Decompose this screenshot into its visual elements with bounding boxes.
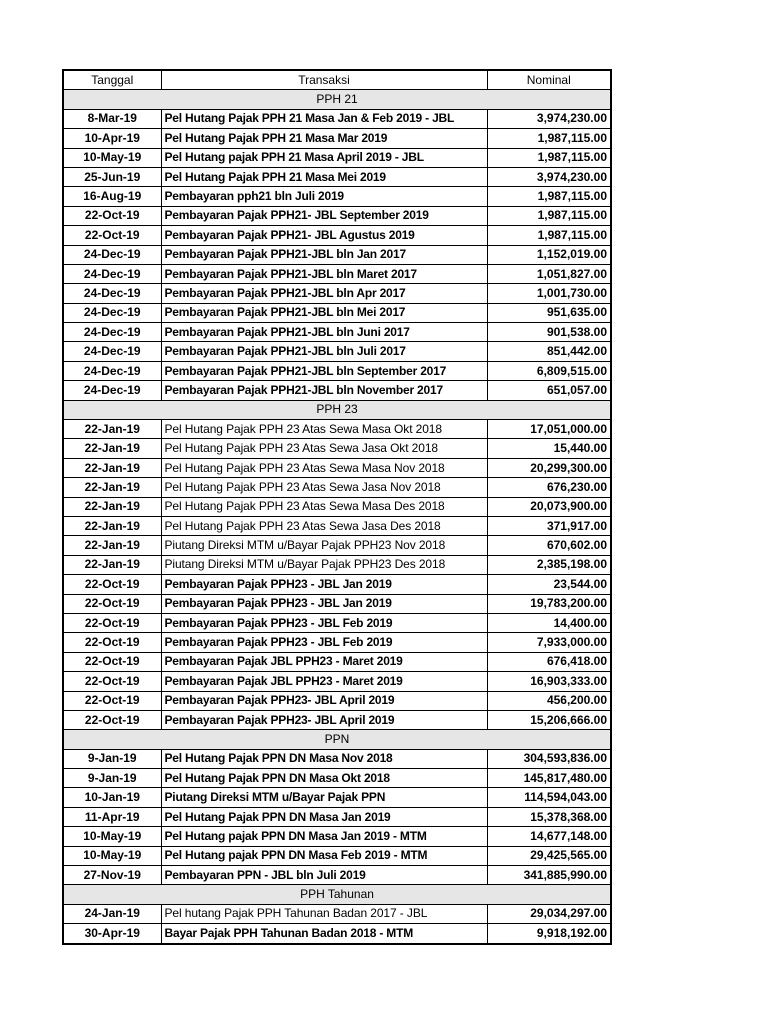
date-cell: 22-Jan-19 bbox=[63, 555, 161, 574]
amount-cell: 951,635.00 bbox=[487, 303, 611, 322]
date-cell: 22-Jan-19 bbox=[63, 516, 161, 535]
date-cell: 10-May-19 bbox=[63, 148, 161, 167]
amount-cell: 19,783,200.00 bbox=[487, 594, 611, 613]
date-cell: 22-Oct-19 bbox=[63, 633, 161, 652]
amount-cell: 29,425,565.00 bbox=[487, 846, 611, 865]
transaction-cell: Pel Hutang pajak PPN DN Masa Jan 2019 - MTM bbox=[161, 827, 487, 846]
date-cell: 22-Jan-19 bbox=[63, 497, 161, 516]
table-row bbox=[63, 109, 611, 128]
section-row bbox=[63, 885, 611, 904]
table-row bbox=[63, 381, 611, 400]
table-body bbox=[63, 90, 611, 944]
date-cell: 24-Dec-19 bbox=[63, 284, 161, 303]
date-cell: 22-Jan-19 bbox=[63, 420, 161, 439]
amount-cell: 1,987,115.00 bbox=[487, 187, 611, 206]
transaction-cell: Pel Hutang Pajak PPH 23 Atas Sewa Masa Okt 2018 bbox=[161, 420, 487, 439]
date-cell: 22-Jan-19 bbox=[63, 458, 161, 477]
table-row bbox=[63, 129, 611, 148]
amount-cell: 1,987,115.00 bbox=[487, 129, 611, 148]
date-cell: 24-Dec-19 bbox=[63, 342, 161, 361]
table-row bbox=[63, 904, 611, 923]
amount-cell: 304,593,836.00 bbox=[487, 749, 611, 768]
date-cell: 22-Jan-19 bbox=[63, 536, 161, 555]
amount-cell: 17,051,000.00 bbox=[487, 420, 611, 439]
transaction-cell: Pembayaran Pajak PPH21-JBL bln Mei 2017 bbox=[161, 303, 487, 322]
amount-cell: 114,594,043.00 bbox=[487, 788, 611, 807]
table-row bbox=[63, 148, 611, 167]
section-row bbox=[63, 730, 611, 749]
amount-cell: 1,051,827.00 bbox=[487, 264, 611, 283]
transaction-cell: Pel Hutang Pajak PPH 23 Atas Sewa Masa Nov 2018 bbox=[161, 458, 487, 477]
date-cell: 30-Apr-19 bbox=[63, 924, 161, 944]
transaction-cell: Pembayaran Pajak PPH21-JBL bln Jan 2017 bbox=[161, 245, 487, 264]
table-row bbox=[63, 633, 611, 652]
transaction-cell: Pel Hutang Pajak PPH 23 Atas Sewa Jasa Nov 2018 bbox=[161, 478, 487, 497]
transaction-cell: Pel Hutang Pajak PPN DN Masa Okt 2018 bbox=[161, 769, 487, 788]
date-cell: 22-Jan-19 bbox=[63, 478, 161, 497]
table-row bbox=[63, 555, 611, 574]
date-cell: 24-Dec-19 bbox=[63, 264, 161, 283]
transaction-cell: Pel Hutang Pajak PPH 21 Masa Mei 2019 bbox=[161, 167, 487, 186]
date-cell: 25-Jun-19 bbox=[63, 167, 161, 186]
table-row bbox=[63, 478, 611, 497]
date-cell: 9-Jan-19 bbox=[63, 769, 161, 788]
amount-cell: 23,544.00 bbox=[487, 575, 611, 594]
transaction-cell: Pembayaran Pajak PPH21- JBL September 2019 bbox=[161, 206, 487, 225]
table-row bbox=[63, 458, 611, 477]
amount-cell: 145,817,480.00 bbox=[487, 769, 611, 788]
date-cell: 8-Mar-19 bbox=[63, 109, 161, 128]
date-cell: 22-Oct-19 bbox=[63, 613, 161, 632]
transaction-cell: Pembayaran Pajak JBL PPH23 - Maret 2019 bbox=[161, 652, 487, 671]
section-title: PPH 23 bbox=[63, 400, 611, 419]
table-row bbox=[63, 439, 611, 458]
amount-cell: 15,206,666.00 bbox=[487, 710, 611, 729]
amount-cell: 456,200.00 bbox=[487, 691, 611, 710]
date-cell: 22-Oct-19 bbox=[63, 691, 161, 710]
amount-cell: 371,917.00 bbox=[487, 516, 611, 535]
amount-cell: 15,378,368.00 bbox=[487, 807, 611, 826]
amount-cell: 851,442.00 bbox=[487, 342, 611, 361]
date-cell: 10-May-19 bbox=[63, 846, 161, 865]
table-row bbox=[63, 710, 611, 729]
transaction-cell: Pembayaran Pajak PPH23- JBL April 2019 bbox=[161, 691, 487, 710]
table-row bbox=[63, 769, 611, 788]
date-cell: 24-Dec-19 bbox=[63, 245, 161, 264]
transaction-cell: Piutang Direksi MTM u/Bayar Pajak PPH23 Des 2018 bbox=[161, 555, 487, 574]
amount-cell: 651,057.00 bbox=[487, 381, 611, 400]
transaction-cell: Pel Hutang pajak PPN DN Masa Feb 2019 - MTM bbox=[161, 846, 487, 865]
date-cell: 24-Dec-19 bbox=[63, 323, 161, 342]
amount-cell: 16,903,333.00 bbox=[487, 672, 611, 691]
header-amount: Nominal bbox=[487, 70, 611, 90]
amount-cell: 341,885,990.00 bbox=[487, 866, 611, 885]
amount-cell: 9,918,192.00 bbox=[487, 924, 611, 944]
amount-cell: 2,385,198.00 bbox=[487, 555, 611, 574]
amount-cell: 7,933,000.00 bbox=[487, 633, 611, 652]
amount-cell: 1,152,019.00 bbox=[487, 245, 611, 264]
amount-cell: 14,400.00 bbox=[487, 613, 611, 632]
amount-cell: 1,001,730.00 bbox=[487, 284, 611, 303]
date-cell: 22-Oct-19 bbox=[63, 206, 161, 225]
table-row bbox=[63, 652, 611, 671]
transaction-cell: Pembayaran Pajak PPH23- JBL April 2019 bbox=[161, 710, 487, 729]
table-row bbox=[63, 264, 611, 283]
transaction-cell: Pembayaran PPN - JBL bln Juli 2019 bbox=[161, 866, 487, 885]
date-cell: 22-Jan-19 bbox=[63, 439, 161, 458]
amount-cell: 14,677,148.00 bbox=[487, 827, 611, 846]
amount-cell: 20,299,300.00 bbox=[487, 458, 611, 477]
table-row bbox=[63, 613, 611, 632]
transaction-cell: Bayar Pajak PPH Tahunan Badan 2018 - MTM bbox=[161, 924, 487, 944]
transaction-cell: Pel Hutang Pajak PPH 23 Atas Sewa Jasa Okt 2018 bbox=[161, 439, 487, 458]
transaction-cell: Pembayaran Pajak PPH21-JBL bln September 2017 bbox=[161, 361, 487, 380]
date-cell: 22-Oct-19 bbox=[63, 575, 161, 594]
transaction-cell: Pembayaran Pajak PPH23 - JBL Jan 2019 bbox=[161, 575, 487, 594]
transaction-cell: Pel Hutang Pajak PPH 21 Masa Jan & Feb 2019 - JBL bbox=[161, 109, 487, 128]
amount-cell: 29,034,297.00 bbox=[487, 904, 611, 923]
section-title: PPN bbox=[63, 730, 611, 749]
amount-cell: 1,987,115.00 bbox=[487, 148, 611, 167]
amount-cell: 1,987,115.00 bbox=[487, 206, 611, 225]
date-cell: 9-Jan-19 bbox=[63, 749, 161, 768]
transaction-cell: Pembayaran Pajak PPH21-JBL bln Apr 2017 bbox=[161, 284, 487, 303]
transaction-cell: Pembayaran Pajak JBL PPH23 - Maret 2019 bbox=[161, 672, 487, 691]
date-cell: 24-Dec-19 bbox=[63, 303, 161, 322]
date-cell: 10-May-19 bbox=[63, 827, 161, 846]
table-row bbox=[63, 788, 611, 807]
header-date: Tanggal bbox=[63, 70, 161, 90]
date-cell: 24-Jan-19 bbox=[63, 904, 161, 923]
table-row bbox=[63, 226, 611, 245]
date-cell: 10-Apr-19 bbox=[63, 129, 161, 148]
table-row bbox=[63, 516, 611, 535]
transaction-cell: Pembayaran Pajak PPH23 - JBL Jan 2019 bbox=[161, 594, 487, 613]
transaction-cell: Pel Hutang Pajak PPH 21 Masa Mar 2019 bbox=[161, 129, 487, 148]
amount-cell: 3,974,230.00 bbox=[487, 167, 611, 186]
date-cell: 22-Oct-19 bbox=[63, 710, 161, 729]
transaction-cell: Pembayaran pph21 bln Juli 2019 bbox=[161, 187, 487, 206]
table-row bbox=[63, 575, 611, 594]
table-row bbox=[63, 672, 611, 691]
amount-cell: 670,602.00 bbox=[487, 536, 611, 555]
table-row bbox=[63, 167, 611, 186]
date-cell: 22-Oct-19 bbox=[63, 226, 161, 245]
transaction-cell: Pembayaran Pajak PPH21-JBL bln November 2017 bbox=[161, 381, 487, 400]
table-row bbox=[63, 187, 611, 206]
date-cell: 16-Aug-19 bbox=[63, 187, 161, 206]
amount-cell: 20,073,900.00 bbox=[487, 497, 611, 516]
amount-cell: 901,538.00 bbox=[487, 323, 611, 342]
table-row bbox=[63, 924, 611, 944]
transaction-cell: Pel hutang Pajak PPH Tahunan Badan 2017 - JBL bbox=[161, 904, 487, 923]
transaction-cell: Pembayaran Pajak PPH21- JBL Agustus 2019 bbox=[161, 226, 487, 245]
section-row bbox=[63, 90, 611, 109]
section-title: PPH 21 bbox=[63, 90, 611, 109]
date-cell: 10-Jan-19 bbox=[63, 788, 161, 807]
table-row bbox=[63, 323, 611, 342]
transaction-cell: Pel Hutang Pajak PPN DN Masa Jan 2019 bbox=[161, 807, 487, 826]
table-row bbox=[63, 284, 611, 303]
table-row bbox=[63, 807, 611, 826]
table-row bbox=[63, 497, 611, 516]
amount-cell: 15,440.00 bbox=[487, 439, 611, 458]
amount-cell: 6,809,515.00 bbox=[487, 361, 611, 380]
tax-payment-table bbox=[62, 69, 612, 945]
date-cell: 24-Dec-19 bbox=[63, 381, 161, 400]
table-row bbox=[63, 420, 611, 439]
table-row bbox=[63, 594, 611, 613]
date-cell: 11-Apr-19 bbox=[63, 807, 161, 826]
date-cell: 22-Oct-19 bbox=[63, 672, 161, 691]
amount-cell: 1,987,115.00 bbox=[487, 226, 611, 245]
table-row bbox=[63, 536, 611, 555]
header-transaction: Transaksi bbox=[161, 70, 487, 90]
transaction-cell: Pel Hutang Pajak PPH 23 Atas Sewa Masa Des 2018 bbox=[161, 497, 487, 516]
transaction-cell: Pel Hutang Pajak PPH 23 Atas Sewa Jasa Des 2018 bbox=[161, 516, 487, 535]
transaction-cell: Pembayaran Pajak PPH23 - JBL Feb 2019 bbox=[161, 633, 487, 652]
transaction-cell: Piutang Direksi MTM u/Bayar Pajak PPN bbox=[161, 788, 487, 807]
date-cell: 22-Oct-19 bbox=[63, 652, 161, 671]
transaction-cell: Pembayaran Pajak PPH21-JBL bln Juni 2017 bbox=[161, 323, 487, 342]
amount-cell: 676,418.00 bbox=[487, 652, 611, 671]
transaction-cell: Pembayaran Pajak PPH21-JBL bln Maret 2017 bbox=[161, 264, 487, 283]
table-row bbox=[63, 245, 611, 264]
date-cell: 22-Oct-19 bbox=[63, 594, 161, 613]
amount-cell: 676,230.00 bbox=[487, 478, 611, 497]
table-row bbox=[63, 749, 611, 768]
transaction-cell: Pel Hutang pajak PPH 21 Masa April 2019 - JBL bbox=[161, 148, 487, 167]
date-cell: 27-Nov-19 bbox=[63, 866, 161, 885]
transaction-cell: Pembayaran Pajak PPH21-JBL bln Juli 2017 bbox=[161, 342, 487, 361]
table-row bbox=[63, 361, 611, 380]
table-row bbox=[63, 303, 611, 322]
transaction-cell: Piutang Direksi MTM u/Bayar Pajak PPH23 Nov 2018 bbox=[161, 536, 487, 555]
header-row bbox=[63, 70, 611, 90]
table-row bbox=[63, 206, 611, 225]
section-row bbox=[63, 400, 611, 419]
table-row bbox=[63, 846, 611, 865]
amount-cell: 3,974,230.00 bbox=[487, 109, 611, 128]
section-title: PPH Tahunan bbox=[63, 885, 611, 904]
transaction-cell: Pel Hutang Pajak PPN DN Masa Nov 2018 bbox=[161, 749, 487, 768]
table-row bbox=[63, 866, 611, 885]
table-row bbox=[63, 827, 611, 846]
table-row bbox=[63, 342, 611, 361]
date-cell: 24-Dec-19 bbox=[63, 361, 161, 380]
transaction-cell: Pembayaran Pajak PPH23 - JBL Feb 2019 bbox=[161, 613, 487, 632]
table-row bbox=[63, 691, 611, 710]
